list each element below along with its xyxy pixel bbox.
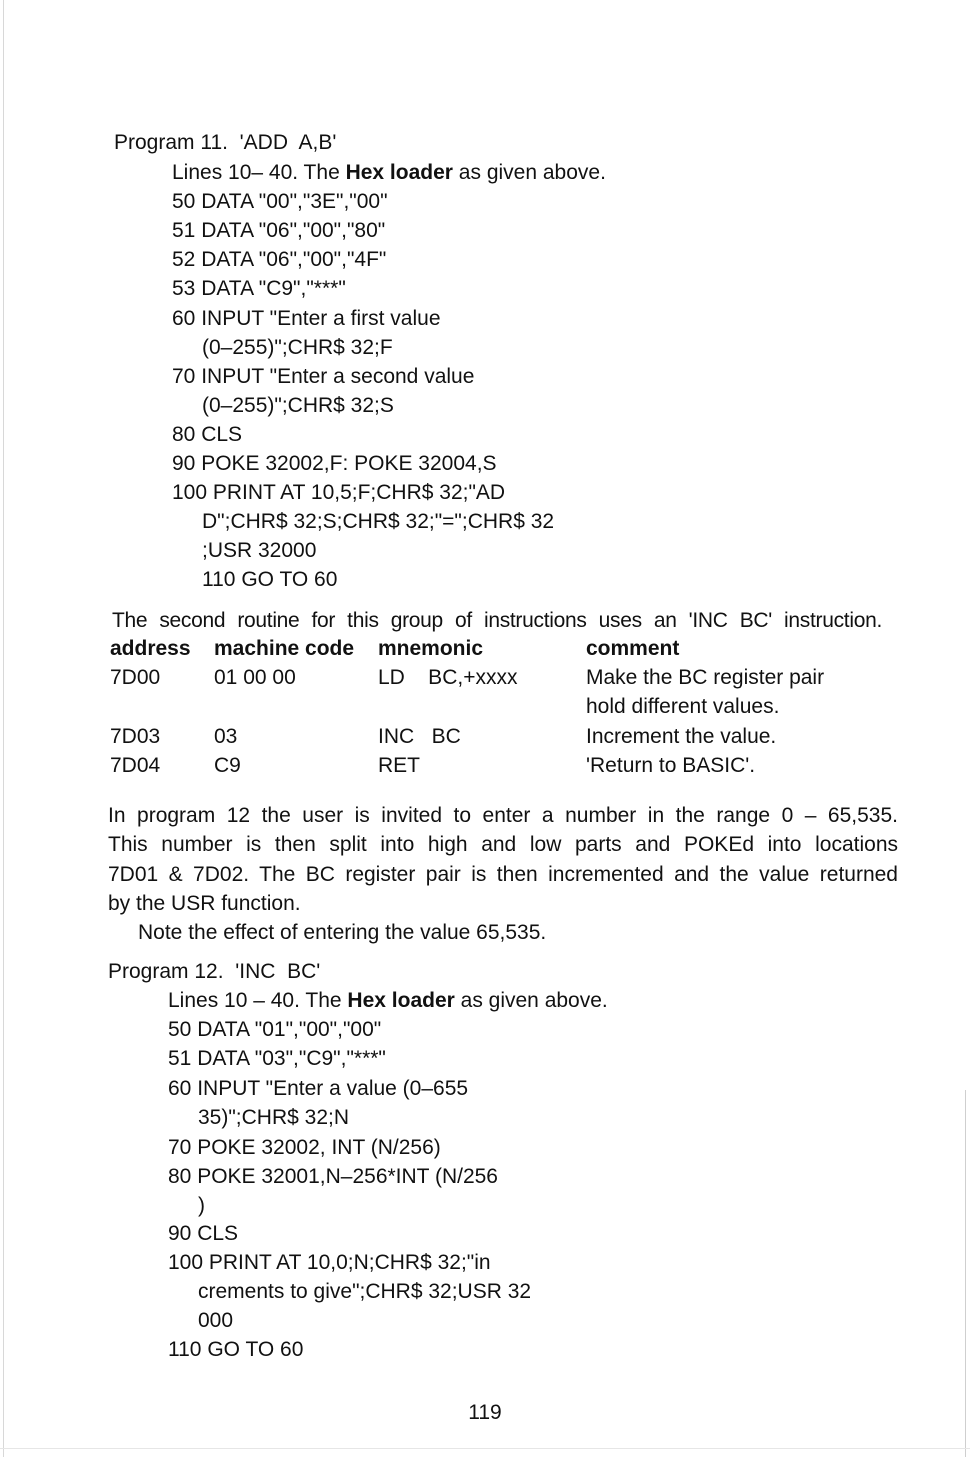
code-line: 50 DATA "00","3E","00" [172,190,388,213]
code-line-continuation: (0–255)";CHR$ 32;S [202,394,394,417]
lines-note-prefix: Lines 10 – 40. The [168,989,348,1012]
table-cell-comment: hold different values. [586,695,780,718]
table-cell-address: 7D00 [110,666,161,689]
code-line: 60 INPUT "Enter a first value [172,307,441,330]
code-line: 70 INPUT "Enter a second value [172,365,475,388]
code-line-continuation: ) [198,1194,205,1217]
code-line-continuation: D";CHR$ 32;S;CHR$ 32;"=";CHR$ 32 [202,510,555,533]
hex-loader-label: Hex loader [345,161,453,184]
code-line: 110 GO TO 60 [168,1338,304,1361]
code-line: 70 POKE 32002, INT (N/256) [168,1136,441,1159]
code-line: 110 GO TO 60 [202,568,338,591]
page-number: 119 [468,1401,502,1424]
table-cell-code: 03 [214,725,238,748]
code-line: 90 CLS [168,1222,239,1245]
program-11-heading: Program 11. 'ADD A,B' [114,131,337,154]
code-line-continuation: (0–255)";CHR$ 32;F [202,336,393,359]
code-line: 50 DATA "01","00","00" [168,1018,382,1041]
hex-loader-label: Hex loader [347,989,455,1012]
table-cell-mnemonic: LD BC,+xxxx [378,666,518,689]
table-cell-address: 7D04 [110,754,161,777]
inc-bc-intro: The second routine for this group of instructions uses an 'INC BC' instruction. [112,609,882,632]
table-header-address: address [110,637,191,660]
lines-note-prefix: Lines 10– 40. The [172,161,346,184]
code-line: 53 DATA "C9","***" [172,277,346,300]
program-12-heading: Program 12. 'INC BC' [108,960,321,983]
paragraph-line-last: by the USR function. [108,892,301,915]
code-line: 100 PRINT AT 10,5;F;CHR$ 32;"AD [172,481,506,504]
code-line-continuation: ;USR 32000 [202,539,317,562]
program-12-lines-note [168,986,608,1016]
code-line: 80 CLS [172,423,243,446]
code-line: 80 POKE 32001,N–256*INT (N/256 [168,1165,498,1188]
paragraph-line: This number is then split into high and low parts and POKEd into locations [108,833,898,856]
table-header-mnemonic: mnemonic [378,637,484,660]
page-edge-left [3,0,4,1457]
code-line: 60 INPUT "Enter a value (0–655 [168,1077,469,1100]
code-line: 51 DATA "06","00","80" [172,219,386,242]
table-cell-comment: Make the BC register pair [586,666,825,689]
code-line: 100 PRINT AT 10,0;N;CHR$ 32;"in [168,1251,491,1274]
page-edge-bottom [0,1448,970,1449]
table-cell-comment: 'Return to BASIC'. [586,754,756,777]
lines-note-suffix: as given above. [452,161,606,184]
code-line-continuation: 35)";CHR$ 32;N [198,1106,350,1129]
program-11-lines-note [172,158,606,188]
lines-note-suffix: as given above. [454,989,608,1012]
table-header-machine-code: machine code [214,637,355,660]
code-line-continuation: crements to give";CHR$ 32;USR 32 [198,1280,532,1303]
code-line: 90 POKE 32002,F: POKE 32004,S [172,452,497,475]
table-header-comment: comment [586,637,680,660]
code-line: 51 DATA "03","C9","***" [168,1047,386,1070]
paragraph-line: 7D01 & 7D02. The BC register pair is then incremented and the value returned [108,863,898,886]
code-line: 52 DATA "06","00","4F" [172,248,387,271]
table-cell-mnemonic: RET [378,754,420,777]
table-cell-code: 01 00 00 [214,666,296,689]
table-cell-comment: Increment the value. [586,725,777,748]
code-line-continuation: 000 [198,1309,234,1332]
table-cell-code: C9 [214,754,241,777]
note-line: Note the effect of entering the value 65,535. [138,921,547,944]
table-cell-mnemonic: INC BC [378,725,461,748]
paragraph-line: In program 12 the user is invited to enter a number in the range 0 – 65,535. [108,804,898,827]
table-cell-address: 7D03 [110,725,161,748]
